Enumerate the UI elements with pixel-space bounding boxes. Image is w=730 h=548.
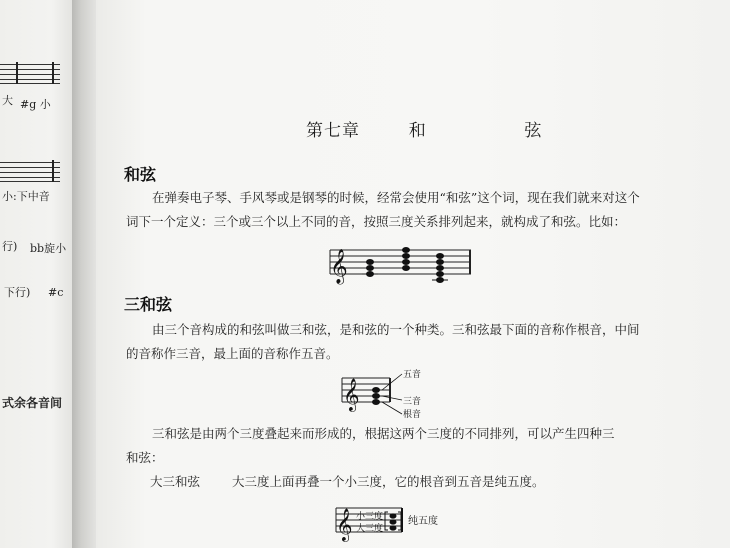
left-fragment-5: bb旋小 <box>30 242 67 255</box>
left-fragment-6: 下行) <box>4 286 31 299</box>
triad-definition-line-1: 由三个音构成的和弦叫做三和弦，是和弦的一个种类。三和弦最下面的音称作根音，中间 <box>152 322 640 337</box>
left-fragment-1: 大 <box>2 94 13 107</box>
triad-structure-diagram <box>340 364 440 420</box>
left-staff-2 <box>0 160 60 182</box>
root-label: 根音 <box>403 410 422 420</box>
chapter-title: 第七章 和 弦 <box>306 121 543 141</box>
left-fragment-4: 行) <box>2 240 18 253</box>
treble-clef-icon: 𝄞 <box>330 249 348 284</box>
left-fragment-2: #g 小 <box>20 98 51 111</box>
book-gutter <box>72 0 98 548</box>
left-staff-1 <box>0 62 60 84</box>
fifth-note <box>372 387 380 393</box>
section-heading-triad: 三和弦 <box>124 295 173 314</box>
left-fragment-8: 式余各音间 <box>2 396 63 410</box>
triad-types-line-2: 和弦： <box>126 450 164 465</box>
example-seventh-chord <box>402 247 410 271</box>
third-note <box>372 393 380 399</box>
fifth-label: 五音 <box>403 370 422 380</box>
third-label: 三音 <box>403 397 422 407</box>
minor-third-label: 小三度 <box>356 512 384 522</box>
root-note <box>372 399 380 405</box>
perfect-fifth-label: 纯五度 <box>408 516 438 527</box>
left-fragment-3: 小:下中音 <box>2 190 50 203</box>
left-fragment-7: #c <box>48 286 64 299</box>
treble-clef-icon: 𝄞 <box>343 378 360 411</box>
major-triad-diagram <box>332 496 472 548</box>
major-third-label: 大三度 <box>356 524 384 534</box>
chord-definition-line-2: 词下一个定义：三个或三个以上不同的音，按照三度关系排列起来，就构成了和弦。比如： <box>126 214 627 229</box>
triad-types-line-1: 三和弦是由两个三度叠起来而形成的，根据这两个三度的不同排列，可以产生四种三 <box>152 426 615 441</box>
treble-clef-icon: 𝄞 <box>336 508 353 541</box>
chord-examples-staff <box>326 238 476 288</box>
major-triad-description: 大三度上面再叠一个小三度，它的根音到五音是纯五度。 <box>232 474 545 489</box>
section-heading-chord: 和弦 <box>124 165 157 184</box>
major-triad-name: 大三和弦 <box>150 474 201 489</box>
left-page <box>0 0 74 548</box>
chord-definition-line-1: 在弹奏电子琴、手风琴或是钢琴的时候，经常会使用“和弦”这个词，现在我们就来对这个 <box>152 190 640 205</box>
triad-definition-line-2: 的音称作三音，最上面的音称作五音。 <box>126 346 339 361</box>
